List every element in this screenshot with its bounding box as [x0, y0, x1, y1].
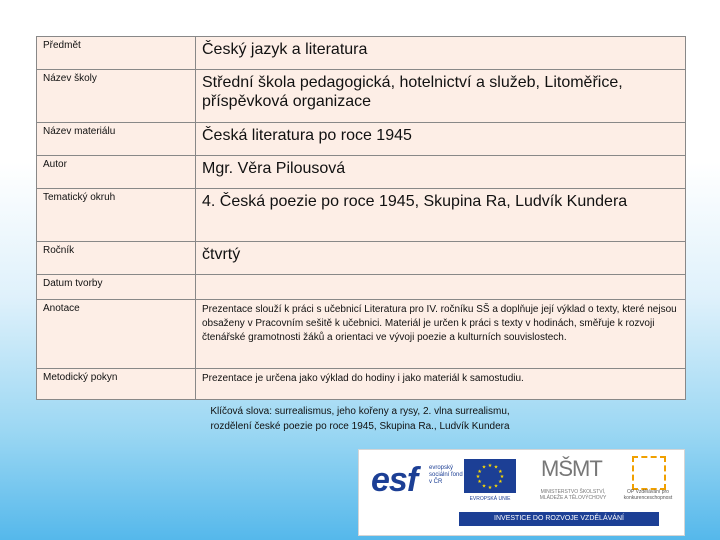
row-metodicky-pokyn — [37, 369, 686, 400]
row-autor — [37, 156, 686, 189]
svg-text:★: ★ — [481, 483, 487, 490]
keywords-block — [150, 404, 570, 434]
svg-text:★: ★ — [481, 464, 487, 471]
value-rocnik: čtvrtý — [196, 242, 686, 275]
eu-stars-icon — [464, 459, 516, 493]
metadata-table — [36, 36, 686, 400]
investice-banner: INVESTICE DO ROZVOJE VZDĚLÁVÁNÍ — [459, 512, 659, 526]
row-datum-tvorby — [37, 275, 686, 300]
label-rocnik: Ročník — [37, 242, 196, 275]
msmt-logo-letters: MŠMT — [541, 456, 602, 481]
svg-text:★: ★ — [493, 464, 499, 471]
svg-text:★: ★ — [477, 469, 482, 475]
eu-flag-logo — [464, 459, 516, 505]
op-vk-caption: OP Vzdělávání pro konkurenceschopnost — [623, 489, 673, 501]
value-nazev-skoly: Střední škola pedagogická, hotelnictví a služeb, Litoměřice, příspěvková organizace — [196, 70, 686, 123]
esf-logo — [371, 459, 466, 504]
label-metodicky-pokyn: Metodický pokyn — [37, 369, 196, 400]
value-predmet: Český jazyk a literatura — [196, 37, 686, 70]
esf-logo-letters: esf — [371, 461, 418, 499]
keywords-line-2: rozdělení české poezie po roce 1945, Skupina Ra., Ludvík Kundera — [210, 421, 510, 432]
row-nazev-materialu — [37, 123, 686, 156]
label-autor: Autor — [37, 156, 196, 189]
svg-text:★: ★ — [498, 479, 503, 485]
svg-text:★: ★ — [487, 463, 493, 469]
keywords-line-1: Klíčová slova: surrealismus, jeho kořeny a rysy, 2. vlna surrealismu, — [210, 406, 510, 417]
eu-caption: EVROPSKÁ UNIE — [469, 496, 511, 502]
row-anotace — [37, 300, 686, 369]
svg-text:★: ★ — [475, 474, 481, 480]
row-rocnik — [37, 242, 686, 275]
svg-text:★: ★ — [477, 479, 482, 485]
label-anotace: Anotace — [37, 300, 196, 369]
label-predmet: Předmět — [37, 37, 196, 70]
value-tematicky-okruh: 4. Česká poezie po roce 1945, Skupina Ra, Ludvík Kundera — [196, 189, 686, 242]
value-anotace: Prezentace slouží k práci s učebnicí Literatura pro IV. ročníku SŠ a doplňuje její výklad o texty, které nejsou obsaženy v Pracovním sešitě k učebnici. Materiál je určen k práci s texty v hodinách, směřuje k rozvoji čtenářské gramotnosti žáků a orientaci ve vývoji poezie a kulturních souvislostech. — [196, 300, 686, 369]
eu-flag-icon — [464, 459, 516, 493]
row-predmet — [37, 37, 686, 70]
row-tematicky-okruh — [37, 189, 686, 242]
label-tematicky-okruh: Tematický okruh — [37, 189, 196, 242]
esf-logo-text: evropský sociální fond v ČR — [429, 465, 463, 485]
value-autor: Mgr. Věra Pilousová — [196, 156, 686, 189]
msmt-caption: MINISTERSTVO ŠKOLSTVÍ, MLÁDEŽE A TĚLOVÝCHOVY — [539, 489, 607, 501]
op-vk-box-icon — [632, 456, 666, 490]
svg-text:★: ★ — [499, 474, 505, 480]
label-nazev-skoly: Název školy — [37, 70, 196, 123]
label-nazev-materialu: Název materiálu — [37, 123, 196, 156]
value-metodicky-pokyn: Prezentace je určena jako výklad do hodiny i jako materiál k samostudiu. — [196, 369, 686, 400]
funding-logo-strip — [358, 449, 685, 536]
value-nazev-materialu: Česká literatura po roce 1945 — [196, 123, 686, 156]
label-datum-tvorby: Datum tvorby — [37, 275, 196, 300]
svg-text:★: ★ — [498, 469, 503, 475]
value-datum-tvorby — [196, 275, 686, 300]
row-nazev-skoly — [37, 70, 686, 123]
svg-text:★: ★ — [487, 485, 493, 491]
msmt-logo — [537, 456, 609, 506]
svg-text:★: ★ — [493, 483, 499, 490]
op-vk-logo — [622, 456, 674, 506]
